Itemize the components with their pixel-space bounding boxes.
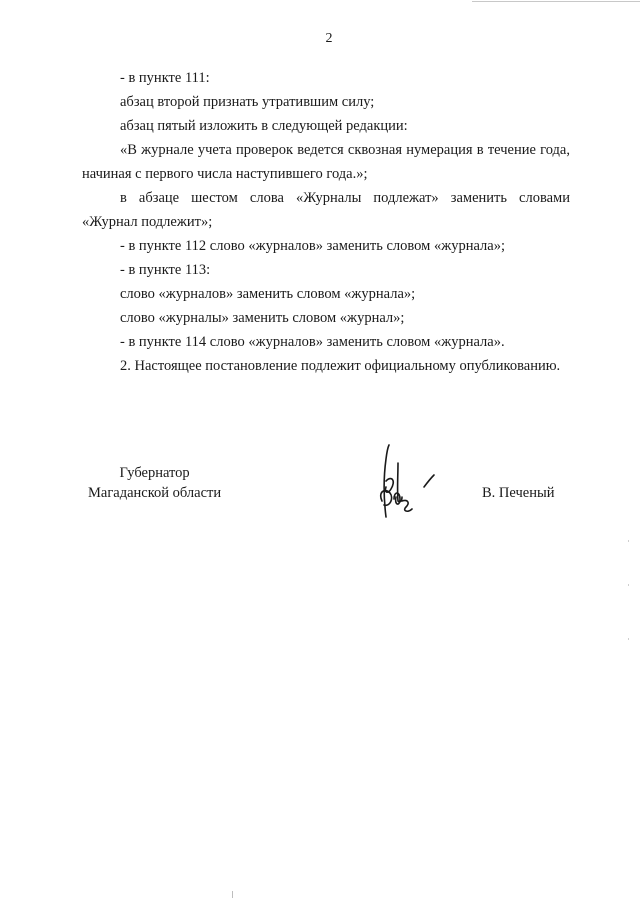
paragraph-6: - в пункте 112 слово «журналов» заменить словом «журнала»; <box>120 238 505 254</box>
paragraph-3: абзац пятый изложить в следующей редакции: <box>120 118 408 134</box>
page-number: 2 <box>325 31 333 46</box>
signatory-title-line1: Губернатор <box>119 465 190 481</box>
handwritten-signature <box>364 441 444 525</box>
paragraph-4: «В журнале учета проверок ведется сквозная нумерация в течение года, начиная с первого числа наступившего года.»; <box>82 142 570 182</box>
signatory-title <box>88 463 221 503</box>
paragraph-5: в абзаце шестом слова «Журналы подлежат» заменить словами «Журнал подлежит»; <box>82 190 570 230</box>
top-edge-line <box>472 1 640 2</box>
signatory-name: В. Печеный <box>482 485 555 501</box>
paragraph-10: - в пункте 114 слово «журналов» заменить словом «журнала». <box>120 334 505 350</box>
paragraph-9: слово «журналы» заменить словом «журнал»; <box>120 310 405 326</box>
document-body <box>82 66 570 378</box>
signature-block <box>82 463 570 523</box>
scan-specks <box>628 540 630 660</box>
paragraph-2: абзац второй признать утратившим силу; <box>120 94 375 110</box>
paragraph-7: - в пункте 113: <box>120 262 211 278</box>
signatory-title-line2: Магаданской области <box>88 485 222 501</box>
scan-speck-bottom <box>232 891 233 898</box>
paragraph-8: слово «журналов» заменить словом «журнала»; <box>120 286 416 302</box>
paragraph-11: 2. Настоящее постановление подлежит официальному опубликованию. <box>120 358 561 374</box>
paragraph-1: - в пункте 111: <box>120 70 210 86</box>
